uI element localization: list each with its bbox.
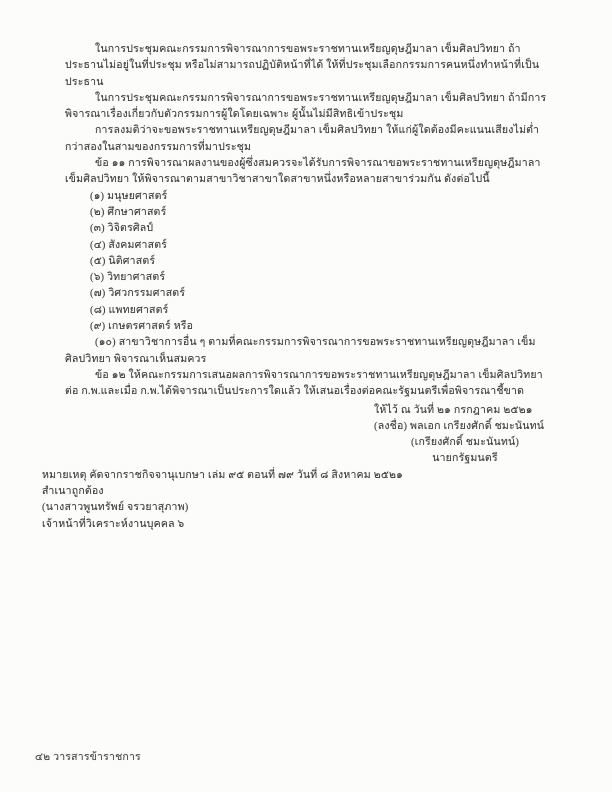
subject-item-7: (๗) วิศวกรรมศาสตร์ (90, 288, 186, 300)
subject-item-8: (๘) แพทยศาสตร์ (90, 304, 169, 316)
body-paragraph-conflict-of-interest: ในการประชุมคณะกรรมการพิจารณาการขอพระราชทานเหรียญดุษฎีมาลา เข็มศิลปวิทยา ถ้ามีการพิจารณาเรื่องเกี่ยวกับตัวกรรมการผู้ใดโดยเฉพาะ ผู้นั้นไม่มีสิทธิเข้าประชุม (65, 92, 547, 121)
page-footer: ๔๒ วารสารข้าราชการ (35, 752, 141, 763)
subject-item-6: (๖) วิทยาศาสตร์ (90, 272, 166, 284)
signer-name: (เกรียงศักดิ์ ชมะนันทน์) (410, 437, 520, 449)
body-paragraph-vote-threshold: การลงมติว่าจะขอพระราชทานเหรียญดุษฎีมาลา เข็มศิลปวิทยา ให้แก่ผู้ใดต้องมีคะแนนเสียงไม่ต่ำกว่าสองในสามของกรรมการที่มาประชุม (65, 125, 540, 153)
signature-block (374, 403, 556, 468)
issued-date-line: ให้ไว้ ณ วันที่ ๒๑ กรกฎาคม ๒๕๒๑ (374, 404, 533, 416)
section-11-paragraph: ข้อ ๑๑ การพิจารณาผลงานของผู้ซึ่งสมควรจะได้รับการพิจารณาขอพระราชทานเหรียญดุษฎีมาลา เข็มศิลปวิทยา ให้พิจารณาตามสาขาวิชาสาขาใดสาขาหนึ่งหรือหลายสาขาร่วมกัน ดังต่อไปนี้ (65, 158, 541, 186)
certifier-name: (นางสาวพูนทรัพย์ จรวยาสุภาพ) (42, 502, 189, 514)
subject-item-1: (๑) มนุษยศาสตร์ (90, 190, 168, 202)
copy-certification-line: สำเนาถูกต้อง (42, 486, 104, 498)
note-block (42, 468, 556, 533)
gazette-note: หมายเหตุ คัดจากราชกิจจานุเบกษา เล่ม ๙๕ ตอนที่ ๗๙ วันที่ ๘ สิงหาคม ๒๕๒๑ (42, 469, 403, 481)
signature-line: (ลงชื่อ) พลเอก เกรียงศักดิ์ ชมะนันทน์ (374, 420, 545, 432)
section-12-paragraph: ข้อ ๑๒ ให้คณะกรรมการเสนอผลการพิจารณาการขอพระราชทานเหรียญดุษฎีมาลา เข็มศิลปวิทยา ต่อ ก.พ.และเมื่อ ก.พ.ได้พิจารณาเป็นประการใดแล้ว ให้เสนอเรื่องต่อคณะรัฐมนตรีเพื่อพิจารณาชี้ขาด (65, 369, 543, 398)
subject-item-3: (๓) วิจิตรศิลป์ (90, 223, 154, 235)
body-paragraph-quorum-chair: ในการประชุมคณะกรรมการพิจารณาการขอพระราชทานเหรียญดุษฎีมาลา เข็มศิลปวิทยา ถ้าประธานไม่อยู่ในที่ประชุม หรือไม่สามารถปฏิบัติหน้าที่ได้ ให้ที่ประชุมเลือกกรรมการคนหนึ่งทำหน้าที่เป็นประธาน (65, 44, 540, 88)
signer-title: นายกรัฐมนตรี (432, 453, 498, 465)
subject-item-10: (๑๐) สาขาวิชาการอื่น ๆ ตามที่คณะกรรมการพิจารณาการขอพระราชทานเหรียญดุษฎีมาลา เข็มศิลปวิทยา พิจารณาเห็นสมควร (65, 337, 536, 365)
subject-item-4: (๔) สังคมศาสตร์ (90, 239, 168, 251)
certifier-title: เจ้าหน้าที่วิเคราะห์งานบุคคล ๖ (42, 518, 185, 530)
subject-item-2: (๒) ศึกษาศาสตร์ (90, 206, 167, 218)
subject-list (65, 189, 556, 336)
subject-item-5: (๕) นิติศาสตร์ (90, 255, 156, 267)
subject-item-9: (๙) เกษตรศาสตร์ หรือ (90, 321, 194, 333)
